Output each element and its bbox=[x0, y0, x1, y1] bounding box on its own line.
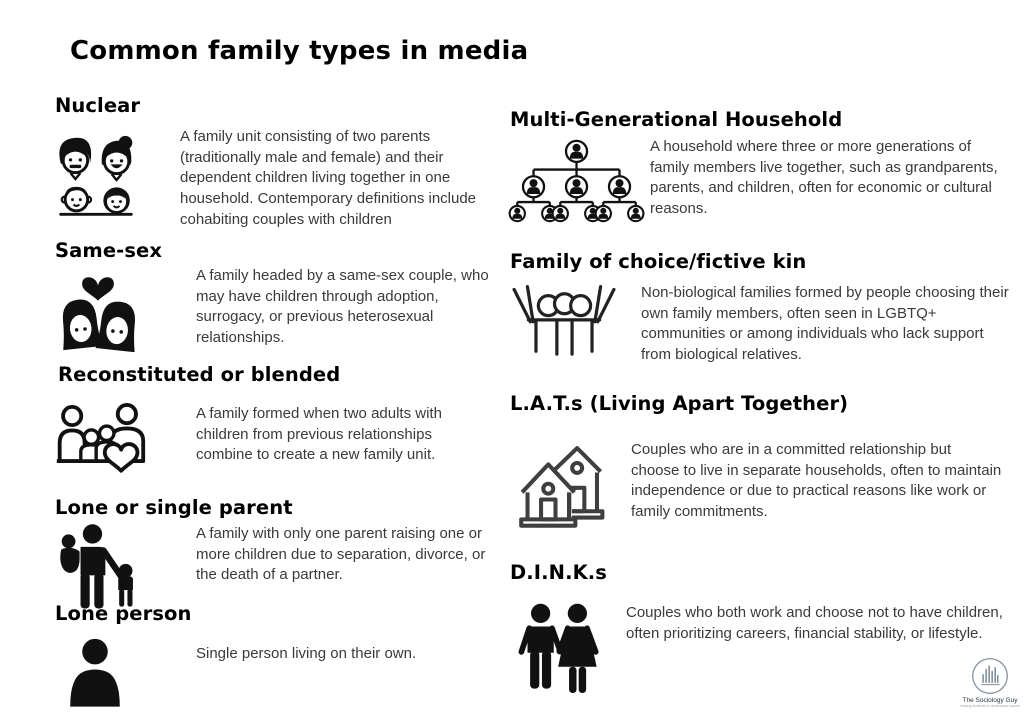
section-heading: Reconstituted or blended bbox=[58, 363, 341, 386]
section-heading: D.I.N.K.s bbox=[510, 561, 608, 584]
nuclear-family-icon bbox=[47, 131, 145, 229]
logo-name: The Sociology Guy bbox=[962, 697, 1018, 704]
single-parent-icon bbox=[52, 522, 144, 614]
single-person-icon bbox=[64, 635, 126, 707]
section-heading: Family of choice/fictive kin bbox=[510, 250, 807, 273]
section-description: Non-biological families formed by people choosing their own family members, often seen in LGBTQ+ communities or among individuals who lack support from biological relatives. bbox=[641, 284, 1009, 364]
section-description: A family headed by a same-sex couple, who may have children through adoption, surrogacy, or previous heterosexual relationships. bbox=[196, 267, 489, 347]
sociology-guy-logo bbox=[958, 657, 1022, 708]
blended-family-heart-icon bbox=[52, 400, 148, 480]
family-tree-icon bbox=[506, 139, 648, 225]
section-heading: Multi-Generational Household bbox=[510, 108, 843, 131]
section-heading: Nuclear bbox=[55, 94, 141, 117]
page-title: Common family types in media bbox=[70, 36, 529, 66]
same-sex-couple-icon bbox=[48, 266, 148, 352]
two-houses-icon bbox=[514, 440, 606, 532]
logo-tagline: helping students to understand society bbox=[960, 704, 1020, 708]
section-description: Couples who are in a committed relationship but choose to live in separate households, often to maintain independence or due to practical reasons like work or family commitments. bbox=[631, 441, 1002, 521]
couple-holding-hands-icon bbox=[515, 602, 603, 700]
section-description: Single person living on their own. bbox=[196, 645, 417, 662]
section-heading: L.A.T.s (Living Apart Together) bbox=[510, 392, 849, 415]
section-description: A family with only one parent raising one or more children due to separation, divorce, or the death of a partner. bbox=[196, 525, 486, 584]
section-description: Couples who both work and choose not to have children, often prioritizing careers, financial stability, or lifestyle. bbox=[626, 604, 1003, 642]
section-heading: Lone person bbox=[55, 602, 192, 625]
section-heading: Lone or single parent bbox=[55, 496, 293, 519]
group-raised-arms-icon bbox=[506, 280, 622, 356]
section-description: A family unit consisting of two parents (traditionally male and female) and their dependent children living together in one household. Contemporary definitions include cohabiting couples with children bbox=[180, 128, 477, 228]
section-heading: Same-sex bbox=[55, 239, 163, 262]
section-description: A family formed when two adults with children from previous relationships combine to create a new family unit. bbox=[196, 405, 442, 464]
city-skyline-icon bbox=[971, 657, 1009, 695]
section-description: A household where three or more generations of family members live together, such as grandparents, parents, and children, often for economic or cultural reasons. bbox=[650, 138, 998, 218]
